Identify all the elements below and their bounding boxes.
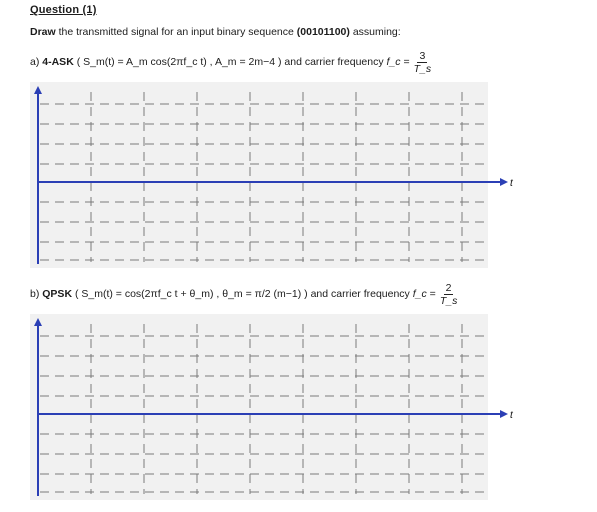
x-axis-label: t: [510, 178, 513, 189]
x-axis-label: t: [510, 410, 513, 421]
part-b-equation: ( S_m(t) = cos(2πf_c t + θ_m) , θ_m = π/2 (m−1) ): [74, 288, 308, 300]
part-a-fc-denominator: T_s: [413, 62, 432, 75]
instruction-line: [30, 26, 401, 38]
part-a-prefix: a): [30, 56, 40, 68]
part-b-fc-denominator: T_s: [439, 294, 458, 307]
part-a-carrier-text: and carrier frequency: [284, 56, 384, 68]
x-axis-arrow-icon: [500, 410, 508, 418]
part-a-fc-symbol: f_c: [386, 56, 401, 68]
instruction-suffix: assuming:: [352, 26, 401, 38]
instruction-text: the transmitted signal for an input binary sequence: [58, 26, 294, 38]
part-a-name: 4-ASK: [42, 56, 74, 68]
part-b-name: QPSK: [42, 288, 73, 300]
plot-area-b[interactable]: [30, 314, 513, 500]
part-a-equation: ( S_m(t) = A_m cos(2πf_c t) , A_m = 2m−4 ): [76, 56, 282, 68]
plot-area-a[interactable]: [30, 82, 513, 268]
x-axis-arrow-icon: [500, 178, 508, 186]
part-b-fc-numerator: 2: [445, 281, 452, 294]
binary-sequence: (00101100): [296, 26, 350, 38]
question-heading: Question (1): [30, 4, 97, 16]
instruction-bold: Draw: [30, 26, 56, 38]
grid-b: [30, 314, 513, 500]
part-b-line: b) QPSK ( S_m(t) = cos(2πf_c t + θ_m) , θ_m = π/2 (m−1) ) and carrier frequency f_c = $\frac{2}{T\_s}$: [30, 281, 458, 307]
part-a-fc-fraction: [414, 50, 432, 75]
part-a-line: a) 4-ASK ( S_m(t) = A_m cos(2πf_c t) , A_m = 2m−4 ) and carrier frequency f_c = $\frac{3}{T\_s}$: [30, 49, 432, 75]
grid-a: [30, 82, 513, 268]
part-a-fc-numerator: 3: [419, 49, 426, 62]
part-b-prefix: b): [30, 288, 40, 300]
y-axis-arrow-icon: [34, 318, 42, 326]
part-b-carrier-text: and carrier frequency: [310, 288, 410, 300]
part-b-fc-fraction: [440, 282, 458, 307]
part-b-fc-symbol: f_c: [412, 288, 427, 300]
y-axis-arrow-icon: [34, 86, 42, 94]
